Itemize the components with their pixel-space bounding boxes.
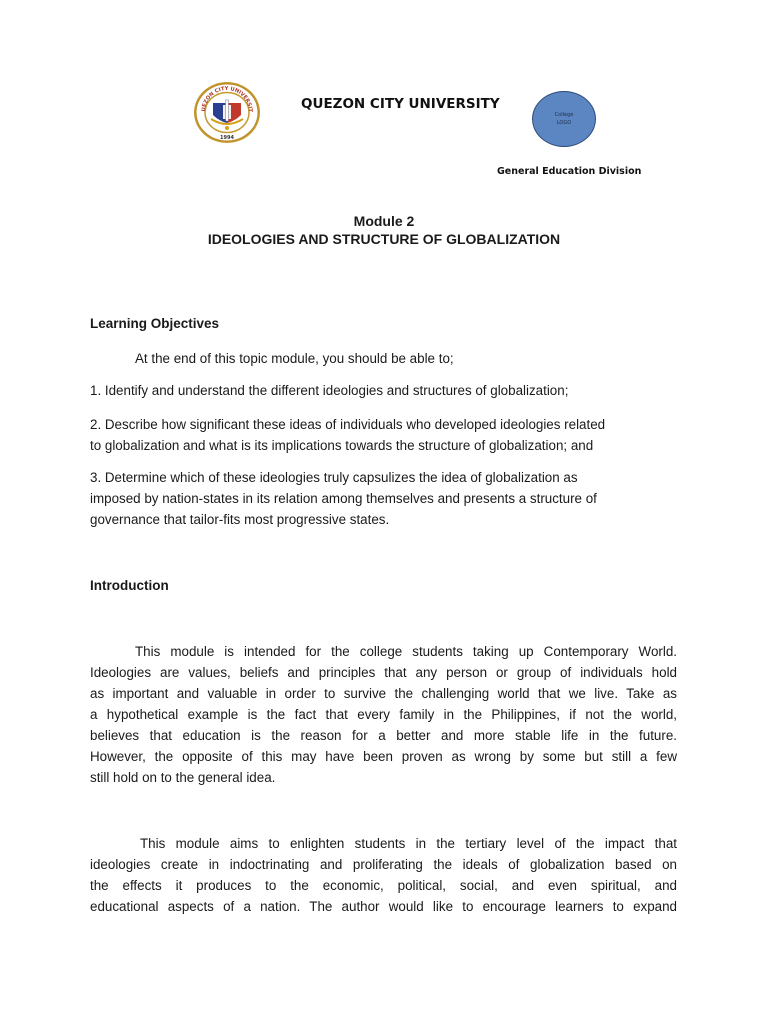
objectives-heading: Learning Objectives: [90, 316, 220, 331]
objective-item-3-line: governance that tailor-fits most progressive states.: [90, 512, 390, 527]
objectives-intro: At the end of this topic module, you should be able to;: [135, 351, 454, 366]
college-logo-placeholder: [532, 91, 596, 147]
paragraph-line: the effects it produces to the economic, political, social, and even spiritual, and: [90, 878, 677, 893]
college-logo-line-2: LOGO: [556, 120, 572, 126]
objective-item-2-line: to globalization and what is its implications towards the structure of globalization; and: [90, 438, 594, 453]
division-label: General Education Division: [497, 166, 642, 177]
module-topic: IDEOLOGIES AND STRUCTURE OF GLOBALIZATION: [207, 231, 561, 247]
paragraph-line: This module is intended for the college students taking up Contemporary World.: [135, 644, 677, 659]
module-title-block: [0, 212, 768, 248]
objective-item-2-line: 2. Describe how significant these ideas of individuals who developed ideologies related: [90, 417, 606, 432]
college-logo-line-1: College: [554, 112, 574, 118]
university-seal-logo: [193, 81, 261, 144]
seal-year-text: 1994: [220, 135, 234, 141]
introduction-heading: Introduction: [90, 578, 169, 593]
paragraph-line: a hypothetical example is the fact that every family in the Philippines, if not the world,: [90, 707, 677, 722]
paragraph-line: educational aspects of a nation. The author would like to encourage learners to expand: [90, 899, 677, 914]
paragraph-line: Ideologies are values, beliefs and principles that any person or group of individuals hold: [90, 665, 677, 680]
objective-item-3: [90, 467, 597, 530]
paragraph-line: However, the opposite of this may have been proven as wrong by some but still a few: [90, 749, 677, 764]
university-name: QUEZON CITY UNIVERSITY: [301, 96, 500, 112]
paragraph-line: This module aims to enlighten students in the tertiary level of the impact that: [140, 836, 677, 851]
paragraph-line: still hold on to the general idea.: [90, 770, 276, 785]
module-number: Module 2: [353, 213, 415, 229]
introduction-paragraph-1: [90, 641, 677, 788]
objective-item-3-line: 3. Determine which of these ideologies truly capsulizes the idea of globalization as: [90, 470, 578, 485]
objective-item-1: 1. Identify and understand the different ideologies and structures of globalization;: [90, 383, 569, 398]
objective-item-2: [90, 414, 605, 456]
objective-item-3-line: imposed by nation-states in its relation among themselves and presents a structure of: [90, 491, 597, 506]
introduction-paragraph-2: [90, 833, 677, 917]
paragraph-line: ideologies create in indoctrinating and proliferating the ideals of globalization based on: [90, 857, 677, 872]
seal-arc-text: UEZON CITY UNIVERSIT: [200, 85, 254, 113]
paragraph-line: believes that education is the reason for a better and more stable life in the future.: [90, 728, 677, 743]
paragraph-line: as important and valuable in order to survive the challenging world that we live. Take as: [90, 686, 677, 701]
